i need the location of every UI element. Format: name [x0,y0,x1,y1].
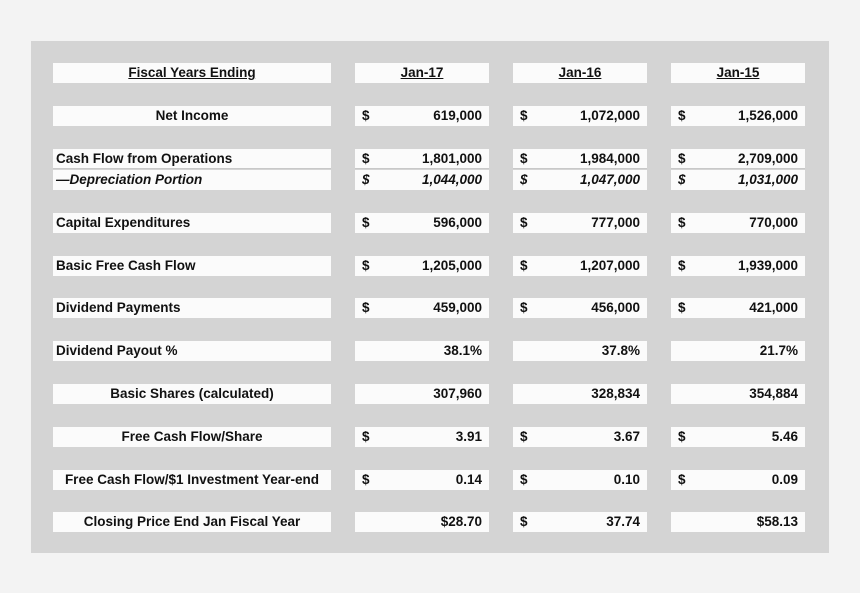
amount: 596,000 [433,215,482,230]
row-label: Basic Free Cash Flow [53,256,331,276]
value-cell [671,149,805,169]
amount: 3.91 [455,429,482,444]
value-cell [355,470,489,490]
amount: 0.09 [771,472,798,487]
year-header: Jan-16 [513,63,647,83]
amount: 0.14 [455,472,482,487]
row-label: Capital Expenditures [53,213,331,233]
amount: 770,000 [749,215,798,230]
value-cell [355,213,489,233]
row-label: Free Cash Flow/Share [53,427,331,447]
amount: 1,939,000 [737,258,798,273]
amount: 1,044,000 [421,172,482,187]
dollar-sign: $ [520,258,528,273]
amount: 37.8% [601,343,640,358]
value-cell [355,170,489,190]
dollar-sign: $ [520,429,528,444]
dollar-sign: $ [520,215,528,230]
amount: 1,047,000 [579,172,640,187]
value-cell [671,512,805,532]
amount: 1,207,000 [579,258,640,273]
dollar-sign: $ [520,472,528,487]
dollar-sign: $ [678,472,686,487]
value-cell [513,256,647,276]
row-label: Basic Shares (calculated) [53,384,331,404]
row-label: Net Income [53,106,331,126]
value-cell [513,341,647,361]
dollar-sign: $ [362,300,370,315]
dollar-sign: $ [678,108,686,123]
dollar-sign: $ [362,108,370,123]
amount: 1,205,000 [421,258,482,273]
value-cell [671,427,805,447]
value-cell [355,384,489,404]
amount: 456,000 [591,300,640,315]
dollar-sign: $ [520,172,528,187]
amount: $28.70 [440,514,482,529]
row-label: Closing Price End Jan Fiscal Year [53,512,331,532]
dollar-sign: $ [362,151,370,166]
value-cell [513,170,647,190]
dollar-sign: $ [520,108,528,123]
year-header: Jan-17 [355,63,489,83]
amount: 354,884 [749,386,798,401]
dollar-sign: $ [678,215,686,230]
header-label: Fiscal Years Ending [53,63,331,83]
dollar-sign: $ [678,151,686,166]
value-cell [671,298,805,318]
dollar-sign: $ [678,258,686,273]
dollar-sign: $ [678,172,686,187]
amount: 1,801,000 [421,151,482,166]
amount: 1,526,000 [737,108,798,123]
row-label: —Depreciation Portion [53,170,331,190]
row-label: Dividend Payments [53,298,331,318]
value-cell [513,384,647,404]
amount: $58.13 [756,514,798,529]
row-label: Dividend Payout % [53,341,331,361]
value-cell [355,298,489,318]
dollar-sign: $ [362,472,370,487]
amount: 421,000 [749,300,798,315]
amount: 37.74 [606,514,640,529]
value-cell [671,213,805,233]
dollar-sign: $ [520,300,528,315]
amount: 1,072,000 [579,108,640,123]
dollar-sign: $ [362,172,370,187]
value-cell [355,427,489,447]
value-cell [355,106,489,126]
amount: 5.46 [771,429,798,444]
value-cell [513,427,647,447]
row-label: Free Cash Flow/$1 Investment Year-end [53,470,331,490]
dollar-sign: $ [678,429,686,444]
value-cell [355,512,489,532]
amount: 328,834 [591,386,640,401]
value-cell [513,470,647,490]
amount: 38.1% [443,343,482,358]
row-label: Cash Flow from Operations [53,149,331,169]
value-cell [513,512,647,532]
amount: 21.7% [759,343,798,358]
value-cell [671,341,805,361]
amount: 3.67 [613,429,640,444]
value-cell [671,106,805,126]
dollar-sign: $ [362,429,370,444]
value-cell [355,149,489,169]
amount: 619,000 [433,108,482,123]
value-cell [671,256,805,276]
value-cell [513,106,647,126]
amount: 459,000 [433,300,482,315]
value-cell [513,149,647,169]
dollar-sign: $ [520,514,528,529]
value-cell [513,213,647,233]
dollar-sign: $ [678,300,686,315]
value-cell [513,298,647,318]
amount: 1,031,000 [737,172,798,187]
value-cell [355,341,489,361]
dollar-sign: $ [362,258,370,273]
year-header: Jan-15 [671,63,805,83]
value-cell [671,384,805,404]
dollar-sign: $ [362,215,370,230]
dollar-sign: $ [520,151,528,166]
amount: 307,960 [433,386,482,401]
amount: 0.10 [613,472,640,487]
value-cell [671,470,805,490]
value-cell [355,256,489,276]
amount: 2,709,000 [737,151,798,166]
amount: 777,000 [591,215,640,230]
amount: 1,984,000 [579,151,640,166]
value-cell [671,170,805,190]
